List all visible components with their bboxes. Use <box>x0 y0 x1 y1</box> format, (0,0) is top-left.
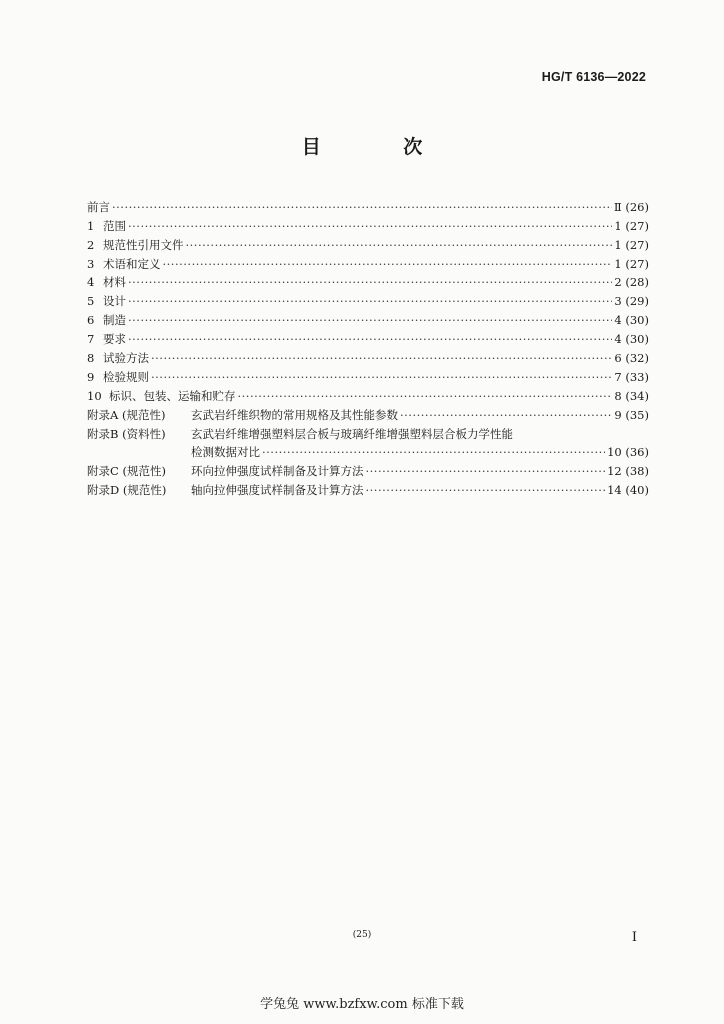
toc-entry-label: 规范性引用文件 <box>103 237 184 252</box>
toc-entry-number: 3 <box>87 256 95 271</box>
standard-code: HG/T 6136—2022 <box>541 70 646 84</box>
toc-entry-number: 9 <box>87 369 95 384</box>
dot-leader <box>112 200 612 215</box>
toc-entry-number: 1 <box>87 218 95 233</box>
appendix-page: 9 (35) <box>614 407 649 422</box>
dot-leader <box>262 445 605 460</box>
toc-entry-number: 6 <box>87 313 95 328</box>
dot-leader <box>128 332 612 347</box>
dot-leader <box>128 275 612 290</box>
toc-entry-page: 3 (29) <box>614 294 649 309</box>
toc-entry-number: 7 <box>87 332 95 347</box>
toc-appendix-d[interactable] <box>87 479 649 498</box>
appendix-page: 10 (36) <box>607 445 649 460</box>
toc-entry-label: 范围 <box>103 218 126 233</box>
toc-entry-label: 术语和定义 <box>103 256 161 271</box>
toc-entry-page: 1 (27) <box>614 256 649 271</box>
toc-appendix-b-continuation[interactable] <box>87 442 649 461</box>
site-watermark: 学兔兔 www.bzfxw.com 标准下载 <box>260 997 464 1012</box>
appendix-label-continuation: 检测数据对比 <box>191 445 260 460</box>
dot-leader <box>128 219 612 234</box>
dot-leader <box>366 464 606 479</box>
toc-entry-scope[interactable] <box>87 215 649 234</box>
appendix-label: 玄武岩纤维织物的常用规格及其性能参数 <box>191 407 398 422</box>
toc-entry-page: 6 (32) <box>614 351 649 366</box>
appendix-label: 玄武岩纤维增强塑料层合板与玻璃纤维增强塑料层合板力学性能 <box>191 426 513 441</box>
appendix-label: 环向拉伸强度试样制备及计算方法 <box>191 464 364 479</box>
toc-entry-normative-references[interactable] <box>87 234 649 253</box>
toc-entry-terms[interactable] <box>87 253 649 272</box>
toc-entry-label: 要求 <box>103 332 126 347</box>
toc-entry-number: 10 <box>87 388 102 403</box>
toc-entry-page: 1 (27) <box>614 218 649 233</box>
toc-entry-materials[interactable] <box>87 272 649 291</box>
roman-folio: I <box>631 930 637 945</box>
page-number: (25) <box>352 930 372 940</box>
dot-leader <box>163 257 613 272</box>
toc-entry-number: 5 <box>87 294 95 309</box>
toc-appendix-a[interactable] <box>87 404 649 423</box>
toc-entry-label: 设计 <box>103 294 126 309</box>
toc-entry-number: 2 <box>87 237 95 252</box>
toc-appendix-c[interactable] <box>87 460 649 479</box>
toc-entry-label: 材料 <box>103 275 126 290</box>
toc-entry-inspection-rules[interactable] <box>87 366 649 385</box>
appendix-prefix: 附录B (资料性) <box>87 426 166 441</box>
toc-entry-manufacturing[interactable] <box>87 309 649 328</box>
toc-entry-number: 8 <box>87 351 95 366</box>
toc-entry-design[interactable] <box>87 290 649 309</box>
dot-leader <box>151 351 612 366</box>
toc-entry-page: 1 (27) <box>614 237 649 252</box>
toc-entry-test-methods[interactable] <box>87 347 649 366</box>
toc-entry-requirements[interactable] <box>87 328 649 347</box>
table-of-contents <box>87 196 649 498</box>
toc-entry-number: 4 <box>87 275 95 290</box>
appendix-prefix: 附录A (规范性) <box>87 407 166 422</box>
toc-entry-marking-packaging[interactable] <box>87 385 649 404</box>
toc-entry-page: 2 (28) <box>614 275 649 290</box>
toc-entry-label: 检验规则 <box>103 369 149 384</box>
appendix-prefix: 附录C (规范性) <box>87 464 166 479</box>
appendix-prefix: 附录D (规范性) <box>87 483 167 498</box>
toc-entry-page: 7 (33) <box>614 369 649 384</box>
dot-leader <box>186 238 613 253</box>
toc-entry-label: 制造 <box>103 313 126 328</box>
dot-leader <box>151 370 612 385</box>
toc-entry-foreword[interactable] <box>87 196 649 215</box>
toc-entry-page: Ⅱ (26) <box>613 199 649 214</box>
toc-entry-page: 8 (34) <box>614 388 649 403</box>
appendix-page: 14 (40) <box>607 483 649 498</box>
toc-entry-page: 4 (30) <box>614 313 649 328</box>
toc-entry-label: 试验方法 <box>103 351 149 366</box>
dot-leader <box>128 313 612 328</box>
appendix-label: 轴向拉伸强度试样制备及计算方法 <box>191 483 364 498</box>
dot-leader <box>238 389 613 404</box>
dot-leader <box>400 408 612 423</box>
toc-appendix-b[interactable] <box>87 423 649 442</box>
toc-entry-label: 标识、包装、运输和贮存 <box>109 388 236 403</box>
toc-entry-label: 前言 <box>87 199 110 214</box>
dot-leader <box>128 294 612 309</box>
appendix-page: 12 (38) <box>607 464 649 479</box>
dot-leader <box>366 483 606 498</box>
page-title: 目 次 <box>301 136 461 158</box>
toc-entry-page: 4 (30) <box>614 332 649 347</box>
